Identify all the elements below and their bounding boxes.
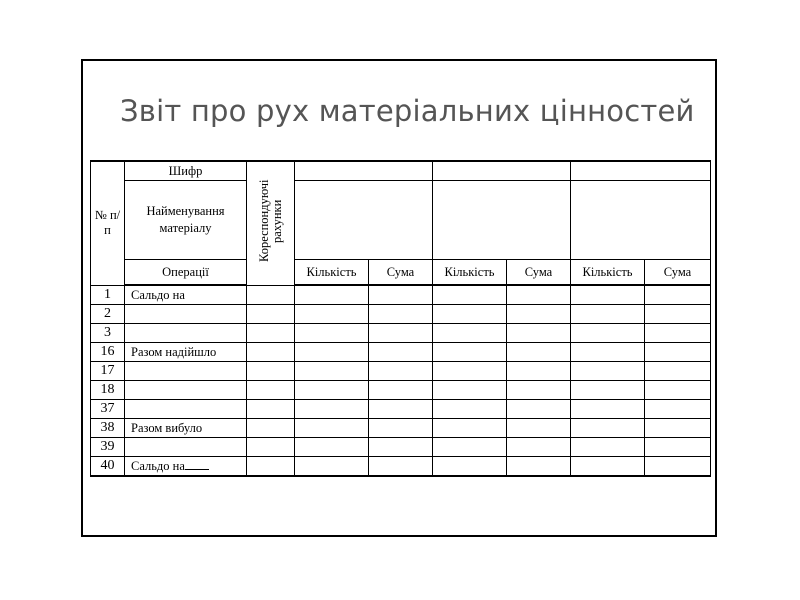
accounts-cell — [247, 400, 295, 419]
value-cell — [295, 285, 369, 305]
value-cell — [295, 324, 369, 343]
row-number: 17 — [91, 362, 125, 381]
value-cell — [295, 400, 369, 419]
value-cell — [507, 457, 571, 477]
value-cell — [645, 343, 711, 362]
row-number: 38 — [91, 419, 125, 438]
header-material-name: Найменування матеріалу — [125, 181, 247, 260]
header-code: Шифр — [125, 161, 247, 181]
row-operation — [125, 305, 247, 324]
value-cell — [645, 381, 711, 400]
accounts-cell — [247, 362, 295, 381]
value-cell — [571, 285, 645, 305]
value-cell — [507, 419, 571, 438]
value-cell — [369, 324, 433, 343]
header-sum-1: Сума — [369, 260, 433, 286]
row-number: 16 — [91, 343, 125, 362]
value-cell — [645, 438, 711, 457]
row-operation-label: Сальдо на — [131, 287, 185, 302]
accounts-cell — [247, 438, 295, 457]
value-cell — [571, 343, 645, 362]
header-qty-2: Кількість — [433, 260, 507, 286]
value-cell — [433, 457, 507, 477]
value-cell — [433, 343, 507, 362]
table-body — [91, 285, 711, 476]
table-row — [91, 400, 711, 419]
value-cell — [369, 400, 433, 419]
value-cell — [571, 381, 645, 400]
value-cell — [507, 285, 571, 305]
header-operations: Операції — [125, 260, 247, 286]
accounts-cell — [247, 343, 295, 362]
row-operation-label: Разом вибуло — [131, 420, 203, 435]
row-operation-label: Разом надійшло — [131, 344, 217, 359]
value-cell — [433, 324, 507, 343]
value-cell — [369, 285, 433, 305]
row-number: 39 — [91, 438, 125, 457]
value-cell — [571, 438, 645, 457]
row-number: 2 — [91, 305, 125, 324]
table-row — [91, 343, 711, 362]
value-cell — [645, 419, 711, 438]
row-operation — [125, 381, 247, 400]
value-cell — [433, 438, 507, 457]
value-cell — [571, 457, 645, 477]
value-cell — [295, 438, 369, 457]
header-group-3-body — [571, 181, 711, 260]
value-cell — [571, 419, 645, 438]
row-number: 37 — [91, 400, 125, 419]
table-row — [91, 381, 711, 400]
table-row — [91, 324, 711, 343]
table-row — [91, 285, 711, 305]
accounts-cell — [247, 381, 295, 400]
value-cell — [507, 381, 571, 400]
accounts-cell — [247, 305, 295, 324]
value-cell — [369, 438, 433, 457]
row-operation — [125, 438, 247, 457]
row-operation — [125, 285, 247, 305]
value-cell — [433, 362, 507, 381]
row-operation — [125, 343, 247, 362]
value-cell — [369, 362, 433, 381]
row-number: 1 — [91, 285, 125, 305]
header-qty-1: Кількість — [295, 260, 369, 286]
table-row — [91, 457, 711, 477]
header-accounts-label: Кореспондуючі рахунки — [256, 180, 284, 263]
row-operation — [125, 457, 247, 477]
value-cell — [369, 343, 433, 362]
value-cell — [369, 305, 433, 324]
value-cell — [507, 305, 571, 324]
accounts-cell — [247, 285, 295, 305]
row-operation-label: Сальдо на — [131, 458, 185, 473]
header-qty-3: Кількість — [571, 260, 645, 286]
row-operation — [125, 324, 247, 343]
header-number: № п/п — [91, 161, 125, 285]
value-cell — [295, 305, 369, 324]
row-operation — [125, 419, 247, 438]
accounts-cell — [247, 457, 295, 477]
value-cell — [645, 400, 711, 419]
header-group-2-top — [433, 161, 571, 181]
value-cell — [645, 305, 711, 324]
value-cell — [295, 457, 369, 477]
table-row — [91, 305, 711, 324]
value-cell — [433, 381, 507, 400]
value-cell — [295, 343, 369, 362]
value-cell — [507, 362, 571, 381]
header-sum-3: Сума — [645, 260, 711, 286]
row-number: 18 — [91, 381, 125, 400]
table-row — [91, 362, 711, 381]
value-cell — [433, 419, 507, 438]
header-group-1-top — [295, 161, 433, 181]
value-cell — [507, 400, 571, 419]
value-cell — [571, 362, 645, 381]
slide-title: Звіт про рух матеріальних цінностей — [120, 94, 695, 128]
value-cell — [571, 400, 645, 419]
row-operation — [125, 400, 247, 419]
value-cell — [295, 362, 369, 381]
table-row — [91, 419, 711, 438]
accounts-cell — [247, 324, 295, 343]
header-group-1-body — [295, 181, 433, 260]
accounts-cell — [247, 419, 295, 438]
value-cell — [645, 285, 711, 305]
value-cell — [571, 305, 645, 324]
value-cell — [507, 324, 571, 343]
value-cell — [369, 457, 433, 477]
value-cell — [507, 343, 571, 362]
row-number: 3 — [91, 324, 125, 343]
value-cell — [295, 419, 369, 438]
value-cell — [507, 438, 571, 457]
value-cell — [295, 381, 369, 400]
header-accounts — [247, 161, 295, 285]
value-cell — [645, 362, 711, 381]
row-number: 40 — [91, 457, 125, 477]
row-operation — [125, 362, 247, 381]
value-cell — [369, 419, 433, 438]
date-blank-line — [185, 459, 209, 470]
value-cell — [433, 305, 507, 324]
header-group-3-top — [571, 161, 711, 181]
value-cell — [433, 400, 507, 419]
materials-movement-table — [90, 160, 711, 477]
header-group-2-body — [433, 181, 571, 260]
value-cell — [645, 324, 711, 343]
header-sum-2: Сума — [507, 260, 571, 286]
value-cell — [433, 285, 507, 305]
table-row — [91, 438, 711, 457]
value-cell — [645, 457, 711, 477]
value-cell — [571, 324, 645, 343]
value-cell — [369, 381, 433, 400]
